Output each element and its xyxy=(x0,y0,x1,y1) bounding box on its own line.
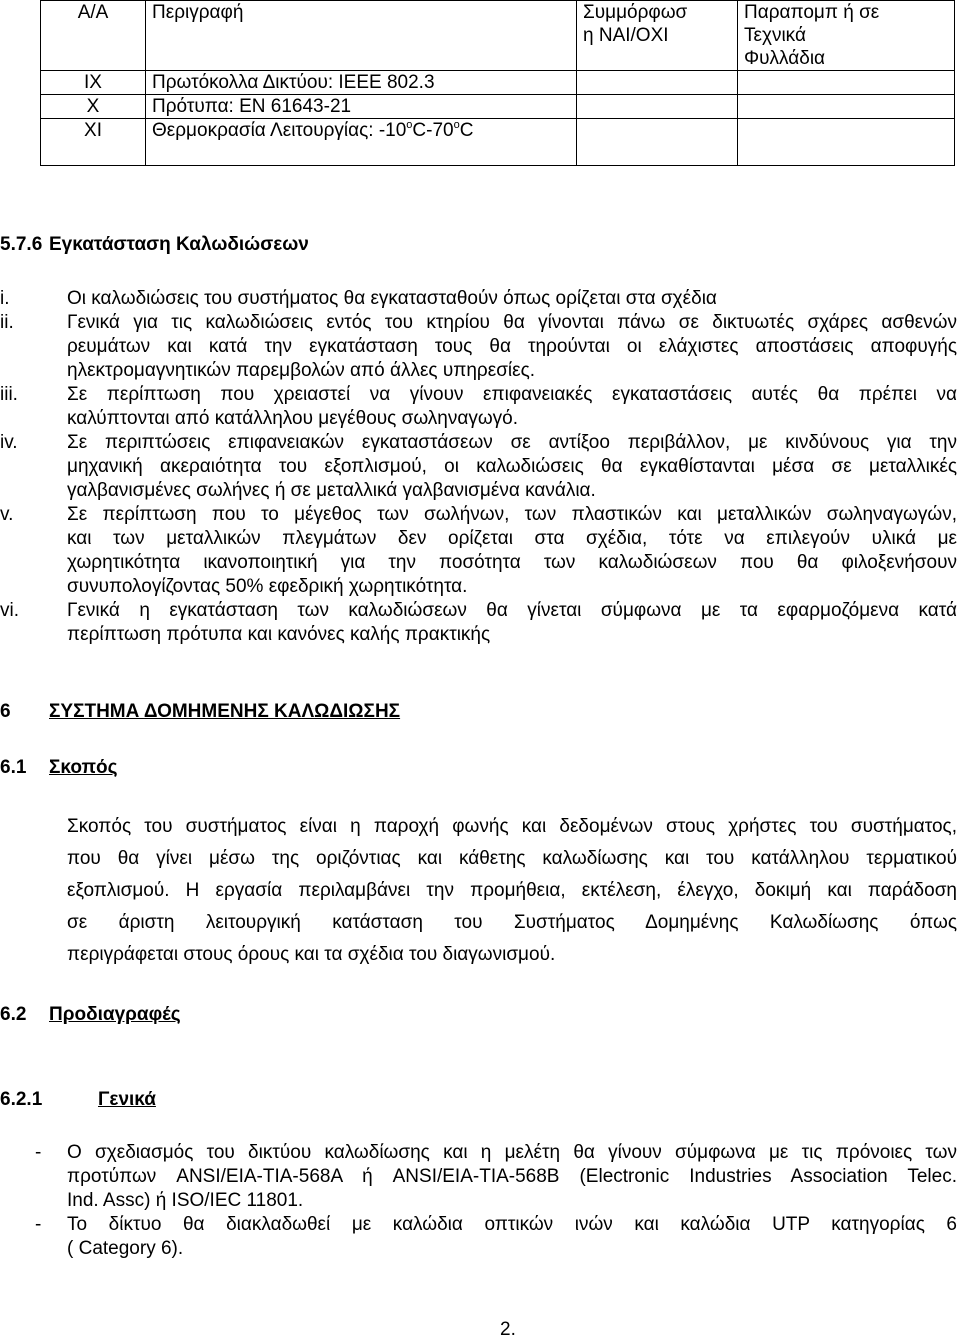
text-line: Σκοπός του συστήματος είναι η παροχή φωνής και δεδομένων στους χρήστες του συστήματος, xyxy=(67,816,957,837)
list-item-number: ii. xyxy=(0,312,14,333)
list-item-text xyxy=(67,503,957,599)
header-description: Περιγραφή xyxy=(146,1,577,71)
list-item-number: iii. xyxy=(0,384,18,405)
text-line: Γενικά για τις καλωδιώσεις εντός του κτηρίου θα γίνονται πάνω σε δικτυωτές σχάρες ασθενών xyxy=(67,312,957,333)
header-compliance-line: Συμμόρφωσ xyxy=(583,2,688,23)
section-61-number: 6.1 xyxy=(0,757,27,778)
section-576-number: 5.7.6 xyxy=(0,234,43,255)
page-number: 2. xyxy=(500,1319,516,1340)
list-item-number: i. xyxy=(0,288,10,309)
temp-text-a: Θερμοκρασία Λειτουργίας: -10 xyxy=(152,120,407,141)
row-number: IX xyxy=(41,71,146,95)
text-line: περίπτωση πρότυπα και κανόνες καλής πρακτικής xyxy=(67,624,491,645)
list-item-text xyxy=(67,311,957,383)
table-row xyxy=(41,95,955,119)
section-621-title: Γενικά xyxy=(98,1089,156,1110)
section-621-number: 6.2.1 xyxy=(0,1089,43,1110)
section-61-title: Σκοπός xyxy=(49,757,118,778)
row-number: X xyxy=(41,95,146,119)
text-line: σε άριστη λειτουργική κατάσταση του Συστήματος Δομημένης Καλωδίωσης όπως xyxy=(67,912,957,933)
row-description xyxy=(146,119,577,166)
table-header-row xyxy=(41,1,955,71)
text-line: συνυπολογίζοντας 50% εφεδρική χωρητικότητα. xyxy=(67,576,468,597)
bullet-mark: - xyxy=(35,1142,42,1163)
row-reference xyxy=(738,95,955,119)
header-compliance xyxy=(577,1,738,71)
header-reference-line: Τεχνικά xyxy=(744,25,806,46)
section-62-number: 6.2 xyxy=(0,1004,27,1025)
text-line: και των μεταλλικών πλεγμάτων δεν ορίζεται στα σχέδια, τότε να επιλεγούν υλικά με xyxy=(67,528,957,549)
temp-text-b: C-70 xyxy=(412,120,454,141)
table-row xyxy=(41,71,955,95)
row-description: Πρωτόκολλα Δικτύου: IEEE 802.3 xyxy=(146,71,577,95)
header-aa: Α/Α xyxy=(41,1,146,71)
spec-table xyxy=(40,0,955,166)
section-6-number: 6 xyxy=(0,701,11,722)
text-line: Σε περιπτώσεις επιφανειακών εγκαταστάσεων σε αντίξοο περιβάλλον, με κινδύνους για την xyxy=(67,432,957,453)
text-line: Ο σχεδιασμός του δικτύου καλωδίωσης και η μελέτη θα γίνουν σύμφωνα με τις πρόνοιες των xyxy=(67,1142,957,1163)
header-compliance-line: η ΝΑΙ/ΟΧΙ xyxy=(583,25,669,46)
text-line: που θα γίνει μέσω της οριζόντιας και κάθετης καλωδίωσης και του κατάλληλου τερματικού xyxy=(67,848,957,869)
text-line: ρευμάτων και κατά την εγκατάσταση τους θα τηρούνται οι ελάχιστες αποστάσεις αποφυγής xyxy=(67,336,957,357)
bullet-mark: - xyxy=(35,1214,42,1235)
text-line: Οι καλωδιώσεις του συστήματος θα εγκατασταθούν όπως ορίζεται στα σχέδια xyxy=(67,288,717,309)
row-reference xyxy=(738,119,955,166)
text-line: γαλβανισμένες σωλήνες ή σε μεταλλικά γαλβανισμένα κανάλια. xyxy=(67,480,596,501)
header-reference-line: Φυλλάδια xyxy=(744,48,826,69)
text-line: καλύπτονται από κατάλληλου μεγέθους σωληναγωγό. xyxy=(67,408,519,429)
temp-text-c: C xyxy=(459,120,474,141)
degree-sup: ο xyxy=(453,119,460,131)
text-line: προτύπων ANSI/EIA-TIA-568A ή ANSI/EIA-TIA-568B (Electronic Industries Association Telec. xyxy=(67,1166,957,1187)
text-line: ηλεκτρομαγνητικών παρεμβολών από άλλες υπηρεσίες. xyxy=(67,360,536,381)
text-line: περιγράφεται στους όρους και τα σχέδια του διαγωνισμού. xyxy=(67,944,556,965)
row-description: Πρότυπα: EN 61643-21 xyxy=(146,95,577,119)
text-line: Το δίκτυο θα διακλαδωθεί με καλώδια οπτικών ινών και καλώδια UTP κατηγορίας 6 xyxy=(67,1214,957,1235)
header-reference xyxy=(738,1,955,71)
degree-sup: ο xyxy=(406,119,413,131)
text-line: εξοπλισμού. Η εργασία περιλαμβάνει την προμήθεια, εκτέλεση, έλεγχο, δοκιμή και παράδοση xyxy=(67,880,957,901)
bullet-text xyxy=(67,1141,957,1213)
list-item-text xyxy=(67,431,957,503)
section-61-paragraph xyxy=(67,811,957,971)
list-item-number: v. xyxy=(0,504,14,525)
text-line: ( Category 6). xyxy=(67,1238,184,1259)
text-line: Σε περίπτωση που το μέγεθος των σωλήνων, των πλαστικών και μεταλλικών σωληναγωγών, xyxy=(67,504,957,525)
row-number: XI xyxy=(41,119,146,166)
row-compliance xyxy=(577,119,738,166)
list-item-number: vi. xyxy=(0,600,19,621)
text-line: Γενικά η εγκατάσταση των καλωδιώσεων θα γίνεται σύμφωνα με τα εφαρμοζόμενα κατά xyxy=(67,600,957,621)
row-compliance xyxy=(577,71,738,95)
text-line: χωρητικότητα ικανοποιητική για την ποσότητα των καλωδιώσεων που θα φιλοξενήσουν xyxy=(67,552,957,573)
section-576-title: Εγκατάσταση Καλωδιώσεων xyxy=(49,234,309,255)
header-reference-line: Παραπομπ ή σε xyxy=(744,2,880,23)
bullet-text xyxy=(67,1213,957,1261)
section-6-title: ΣΥΣΤΗΜΑ ΔΟΜΗΜΕΝΗΣ ΚΑΛΩΔΙΩΣΗΣ xyxy=(49,701,401,722)
text-line: Σε περίπτωση που χρειαστεί να γίνουν επιφανειακές εγκαταστάσεις αυτές θα πρέπει να xyxy=(67,384,957,405)
row-reference xyxy=(738,71,955,95)
list-item-text xyxy=(67,383,957,431)
list-item-number: iv. xyxy=(0,432,18,453)
list-item-text xyxy=(67,287,957,311)
table-row xyxy=(41,119,955,166)
list-item-text xyxy=(67,599,957,647)
text-line: Ind. Assc) ή ISO/IEC 11801. xyxy=(67,1190,304,1211)
section-62-title: Προδιαγραφές xyxy=(49,1004,181,1025)
row-compliance xyxy=(577,95,738,119)
text-line: μηχανική ακεραιότητα του εξοπλισμού, οι καλωδιώσεις θα εγκαθίστανται μέσα σε μεταλλικές xyxy=(67,456,957,477)
